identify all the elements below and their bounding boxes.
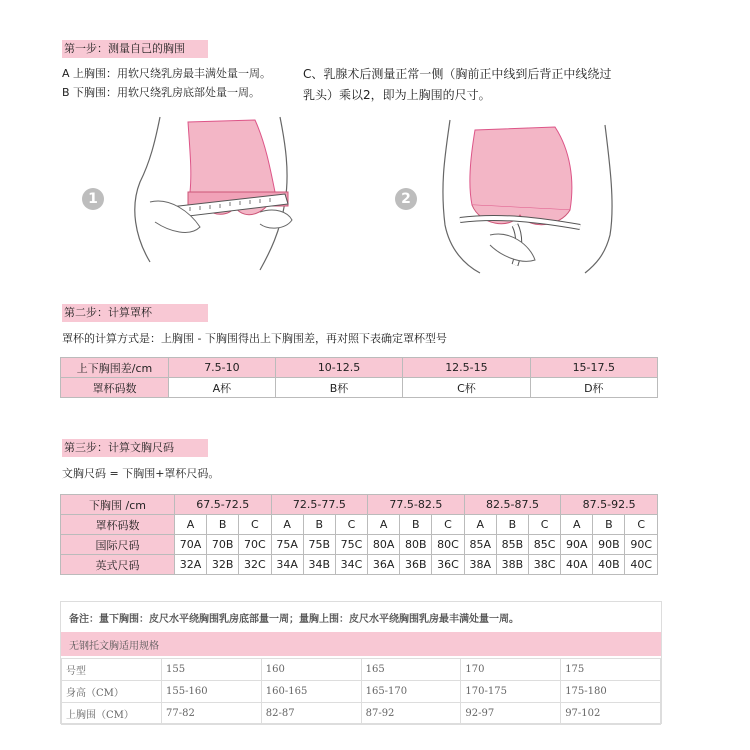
table-cell: 155 bbox=[162, 659, 262, 681]
figure-number-1: 1 bbox=[82, 188, 104, 210]
table-cell: 10-12.5 bbox=[275, 358, 402, 378]
table-cell: B bbox=[496, 515, 528, 535]
table-row bbox=[61, 378, 658, 398]
table-cell: 80B bbox=[400, 535, 432, 555]
table-row bbox=[61, 555, 658, 575]
table-cell: 97-102 bbox=[561, 703, 661, 725]
figure-number-2: 2 bbox=[395, 188, 417, 210]
table-cell: 40B bbox=[593, 555, 625, 575]
table-cell: 36A bbox=[368, 555, 400, 575]
step2-heading: 第二步：计算罩杯 bbox=[62, 304, 208, 322]
table-cell: 77.5-82.5 bbox=[368, 495, 465, 515]
table-cell: 170-175 bbox=[461, 681, 561, 703]
spec-label: 号型 bbox=[62, 659, 162, 681]
table-cell: 75C bbox=[335, 535, 367, 555]
table-cell: 85A bbox=[464, 535, 496, 555]
table-cell: 38A bbox=[464, 555, 496, 575]
table-cell: 32B bbox=[207, 555, 239, 575]
step1-heading: 第一步：测量自己的胸围 bbox=[62, 40, 208, 58]
size-table-label: 下胸围 /cm bbox=[61, 495, 175, 515]
table-cell: A bbox=[368, 515, 400, 535]
table-cell: A bbox=[464, 515, 496, 535]
table-cell: 34B bbox=[303, 555, 335, 575]
note-subtitle: 无钢托文胸适用规格 bbox=[69, 641, 159, 652]
table-cell: 70A bbox=[175, 535, 207, 555]
table-cell: C bbox=[432, 515, 464, 535]
table-cell: C bbox=[239, 515, 271, 535]
table-cell: 32C bbox=[239, 555, 271, 575]
table-cell: 12.5-15 bbox=[403, 358, 530, 378]
table-cell: A bbox=[175, 515, 207, 535]
table-cell: 90C bbox=[625, 535, 658, 555]
note-subtitle-bar bbox=[61, 632, 661, 656]
table-row bbox=[61, 495, 658, 515]
table-cell: 165-170 bbox=[361, 681, 461, 703]
table-row bbox=[61, 535, 658, 555]
size-table bbox=[60, 494, 658, 575]
table-cell: 40A bbox=[561, 555, 593, 575]
table-cell: A bbox=[561, 515, 593, 535]
step3-desc: 文胸尺码 = 下胸围+罩杯尺码。 bbox=[62, 467, 220, 480]
cup-table-label-diff: 上下胸围差/cm bbox=[61, 358, 169, 378]
measuring-figure-2 bbox=[420, 115, 640, 275]
spec-label: 上胸围（CM） bbox=[62, 703, 162, 725]
table-cell: 70B bbox=[207, 535, 239, 555]
table-cell: 82.5-87.5 bbox=[464, 495, 561, 515]
table-row bbox=[62, 659, 661, 681]
table-cell: 80A bbox=[368, 535, 400, 555]
table-cell: 36C bbox=[432, 555, 464, 575]
table-cell: 92-97 bbox=[461, 703, 561, 725]
wireless-bra-spec-box bbox=[60, 601, 662, 724]
table-cell: 36B bbox=[400, 555, 432, 575]
size-table-label: 国际尺码 bbox=[61, 535, 175, 555]
table-cell: A杯 bbox=[169, 378, 276, 398]
table-cell: 160-165 bbox=[261, 681, 361, 703]
table-cell: A bbox=[271, 515, 303, 535]
table-cell: B bbox=[207, 515, 239, 535]
wireless-spec-table bbox=[61, 658, 661, 725]
step1-line-c2: 乳头）乘以2，即为上胸围的尺寸。 bbox=[303, 88, 491, 102]
table-cell: 75B bbox=[303, 535, 335, 555]
cup-table bbox=[60, 357, 658, 398]
table-cell: 77-82 bbox=[162, 703, 262, 725]
table-cell: 15-17.5 bbox=[530, 358, 657, 378]
table-cell: C bbox=[625, 515, 658, 535]
table-cell: 80C bbox=[432, 535, 464, 555]
table-cell: 90B bbox=[593, 535, 625, 555]
table-cell: 34A bbox=[271, 555, 303, 575]
step1-line-a: A 上胸围：用软尺绕乳房最丰满处量一周。 bbox=[62, 67, 272, 80]
table-row bbox=[61, 358, 658, 378]
table-cell: 40C bbox=[625, 555, 658, 575]
table-cell: C bbox=[335, 515, 367, 535]
size-table-label: 英式尺码 bbox=[61, 555, 175, 575]
table-row bbox=[62, 703, 661, 725]
table-cell: 7.5-10 bbox=[169, 358, 276, 378]
table-cell: 34C bbox=[335, 555, 367, 575]
note-remark: 备注：量下胸围：皮尺水平绕胸围乳房底部量一周；量胸上围：皮尺水平绕胸围乳房最丰满处量一周。 bbox=[69, 614, 519, 625]
cup-table-label-cup: 罩杯码数 bbox=[61, 378, 169, 398]
spec-label: 身高（CM） bbox=[62, 681, 162, 703]
table-cell: 75A bbox=[271, 535, 303, 555]
table-cell: 32A bbox=[175, 555, 207, 575]
table-cell: 67.5-72.5 bbox=[175, 495, 272, 515]
table-cell: B杯 bbox=[275, 378, 402, 398]
table-cell: 170 bbox=[461, 659, 561, 681]
table-cell: B bbox=[400, 515, 432, 535]
table-cell: B bbox=[593, 515, 625, 535]
table-cell: 85C bbox=[528, 535, 560, 555]
size-table-label: 罩杯码数 bbox=[61, 515, 175, 535]
table-cell: 175-180 bbox=[561, 681, 661, 703]
table-cell: 155-160 bbox=[162, 681, 262, 703]
table-cell: 90A bbox=[561, 535, 593, 555]
table-cell: 72.5-77.5 bbox=[271, 495, 368, 515]
step1-line-c1: C、乳腺术后测量正常一侧（胸前正中线到后背正中线绕过 bbox=[303, 67, 612, 81]
measuring-figure-1 bbox=[110, 112, 330, 272]
table-cell: 175 bbox=[561, 659, 661, 681]
table-cell: D杯 bbox=[530, 378, 657, 398]
step1-line-b: B 下胸围：用软尺绕乳房底部处量一周。 bbox=[62, 86, 261, 99]
table-cell: B bbox=[303, 515, 335, 535]
table-cell: C杯 bbox=[403, 378, 530, 398]
table-cell: 165 bbox=[361, 659, 461, 681]
table-cell: 70C bbox=[239, 535, 271, 555]
table-cell: 85B bbox=[496, 535, 528, 555]
table-cell: 87.5-92.5 bbox=[561, 495, 658, 515]
step2-desc: 罩杯的计算方式是：上胸围 - 下胸围得出上下胸围差，再对照下表确定罩杯型号 bbox=[62, 332, 447, 345]
table-row bbox=[62, 681, 661, 703]
step3-heading: 第三步：计算文胸尺码 bbox=[62, 439, 208, 457]
table-cell: 87-92 bbox=[361, 703, 461, 725]
table-cell: 160 bbox=[261, 659, 361, 681]
table-cell: 38C bbox=[528, 555, 560, 575]
table-row bbox=[61, 515, 658, 535]
table-cell: C bbox=[528, 515, 560, 535]
table-cell: 38B bbox=[496, 555, 528, 575]
table-cell: 82-87 bbox=[261, 703, 361, 725]
